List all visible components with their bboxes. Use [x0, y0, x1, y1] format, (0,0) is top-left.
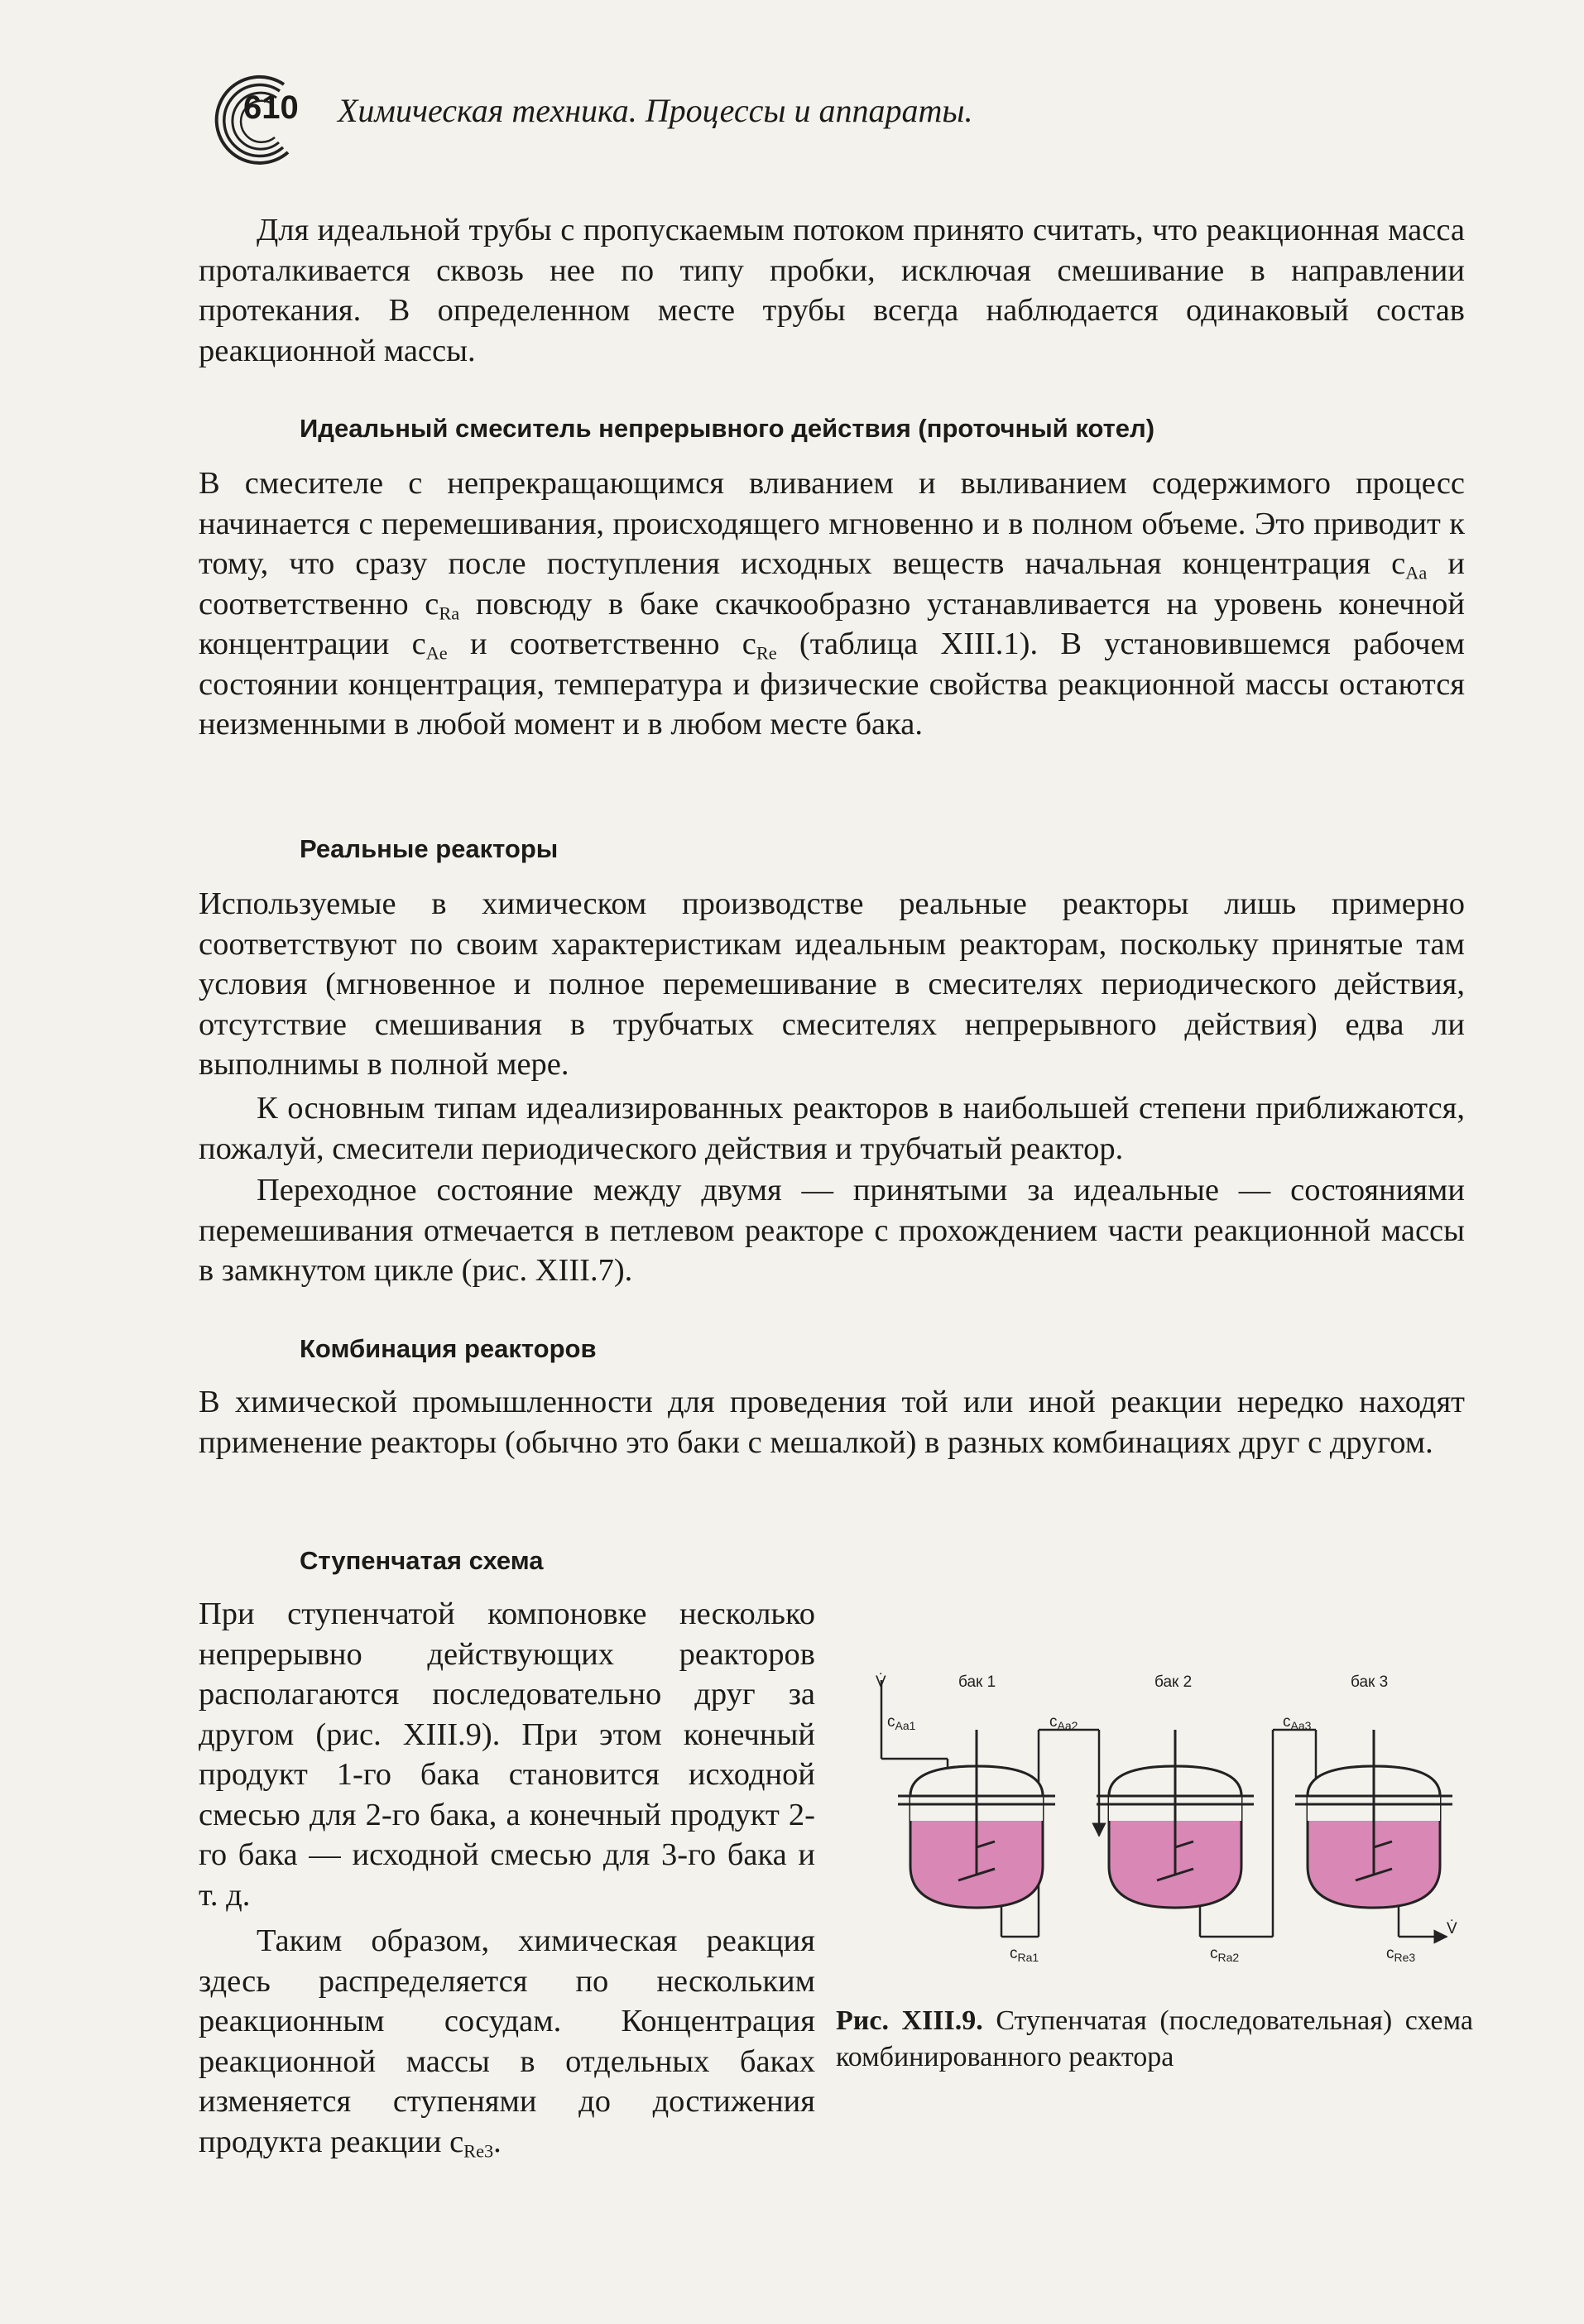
tank-2-label: бак 2: [1154, 1673, 1193, 1691]
tank-2-inlet-label: $c_{Aa2}$: [1049, 1713, 1078, 1732]
ideal-tube-paragraph: Для идеальной трубы с пропускаемым потоком принято считать, что реакционная масса проталкивается сквозь нее по типу пробки, исключая смешивание в направлении протекания. В определенном месте трубы всегда наблюдается одинаковый состав реакционной массы.: [199, 213, 1465, 368]
flow-out-label: V̇: [1447, 1920, 1457, 1937]
real-reactors-paragraph-2: К основным типам идеализированных реакторов в наибольшей степени приближаются, пожалуй, смесители периодического действия и трубчатый реактор.: [199, 1091, 1465, 1166]
tank-3-outlet-label: $c_{Re3}$: [1386, 1945, 1416, 1964]
book-title: Химическая техника. Процессы и аппараты.: [338, 92, 973, 129]
page-number: 610: [243, 89, 299, 126]
figure-caption: Рис. XIII.9. Ступенчатая (последовательная) схема комбинированного реактора: [836, 2005, 1473, 2072]
flow-in-label: V̇: [876, 1673, 886, 1691]
tank-2-outlet-label: $c_{Ra2}$: [1210, 1945, 1240, 1964]
tank-1-outlet-label: $c_{Ra1}$: [1010, 1945, 1039, 1964]
tank-3-inlet-label: $c_{Aa3}$: [1283, 1713, 1312, 1732]
tank-1-inlet-label: $c_{Aa1}$: [887, 1713, 916, 1732]
cascade-reactor-figure: [836, 1655, 1473, 2003]
running-head: [205, 70, 1430, 169]
tank-1-label: бак 1: [958, 1673, 996, 1691]
heading-combination: Комбинация реакторов: [300, 1334, 597, 1363]
tank-1: [898, 1730, 1055, 1908]
heading-cascade: Ступенчатая схема: [300, 1546, 544, 1575]
tank-2: [1097, 1730, 1254, 1908]
real-reactors-paragraph-1: Используемые в химическом производстве реальные реакторы лишь примерно соответствуют по своим характеристикам идеальным реакторам, поскольку принятые там условия (мгновенное и полное перемешивание в смесителях периодического действия, отсутствие смешивания в трубчатых смесителях непрерывного действия) едва ли выполнимы в полной мере.: [199, 886, 1465, 1082]
ideal-mixer-paragraph: В смесителе с непрекращающимся вливанием и выливанием содержимого процесс начинается с перемешивания, происходящего мгновенно и в полном объеме. Это приводит к тому, что сразу после поступления исходных веществ начальная концентрация $c_{Aa}$ и соответственно $c_{Ra}$ повсюду в баке скачкообразно устанавливается на уровень конечной концентрации $c_{Ae}$ и соответственно $c_{Re}$ (таблица XIII.1). В установившемся рабочем состоянии концентрация, температура и физические свойства реакционной массы остаются неизменными в любой момент и в любом месте бака.: [199, 466, 1465, 742]
tank-3: [1295, 1730, 1452, 1908]
cascade-paragraph-2: Таким образом, химическая реакция здесь распределяется по нескольким реакционным сосудам. Концентрация реакционной массы в отдельных баках изменяется ступенями до достижения продукта реакции $c_{Re3}$.: [199, 1923, 815, 2161]
tank-3-label: бак 3: [1351, 1673, 1389, 1691]
heading-ideal-mixer: Идеальный смеситель непрерывного действия (проточный котел): [300, 414, 1155, 443]
real-reactors-paragraph-3: Переходное состояние между двумя — принятыми за идеальные — состояниями перемешивания отмечается в петлевом реакторе с прохождением части реакционной массы в замкнутом цикле (рис. XIII.7).: [199, 1173, 1465, 1288]
cascade-paragraph-1: При ступенчатой компоновке несколько непрерывно действующих реакторов располагаются последовательно друг за другом (рис. XIII.9). При этом конечный продукт 1-го бака становится исходной смесью для 2-го бака, а конечный продукт 2-го бака — исходной смесью для 3-го бака и т. д.: [199, 1597, 815, 1913]
combination-paragraph: В химической промышленности для проведения той или иной реакции нередко находят применение реакторы (обычно это баки с мешалкой) в разных комбинациях друг с другом.: [199, 1385, 1465, 1460]
heading-real-reactors: Реальные реакторы: [300, 834, 559, 863]
cascade-diagram: [836, 1655, 1473, 2003]
